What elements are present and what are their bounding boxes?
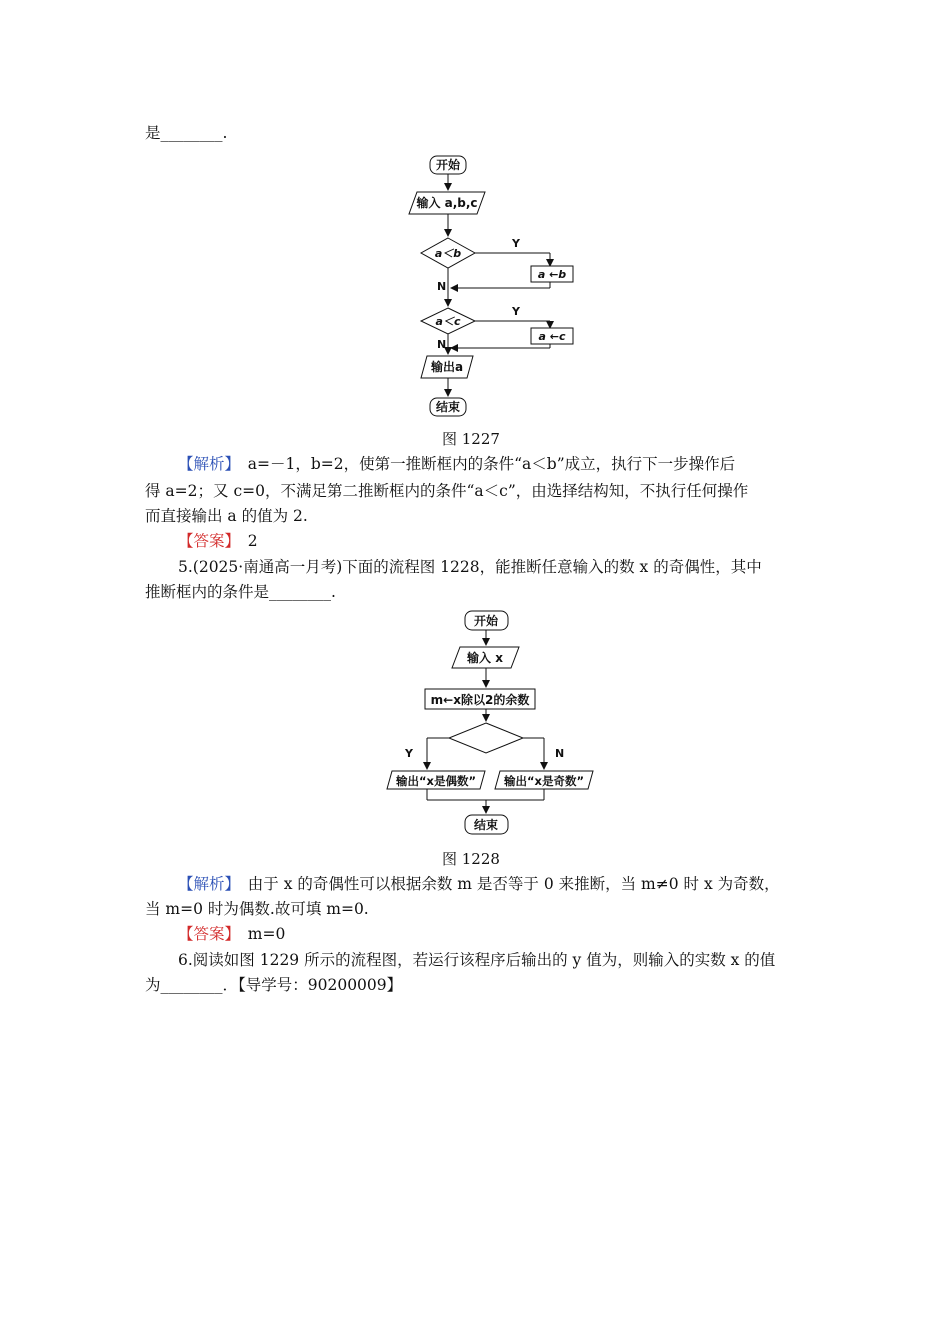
answer-4: 【答案】 2 [178,532,258,550]
fig1-cond2-label: a＜c [435,315,461,328]
fig2-process-label: m←x除以2的余数 [430,693,530,707]
analysis-4-line3: 而直接输出 a 的值为 2. [145,507,308,525]
fig1-caption: 图 1227 [442,430,500,448]
fig1-no2-label: N [437,338,447,351]
analysis-tag: 【解析】 [178,455,233,473]
fig2-input-label: 输入 x [467,651,503,665]
fig1-yes1-label: Y [512,237,520,250]
analysis-4-line2: 得 a=2；又 c=0，不满足第二推断框内的条件“a＜c”，由选择结构知，不执行任何操作 [145,482,749,500]
flowchart-1227 [395,148,595,423]
fig2-no-label: N [555,747,565,760]
fig1-assign1-label: a ←b [537,268,567,281]
analysis-tag: 【解析】 [178,875,233,893]
fig1-assign2-label: a ←c [538,330,566,343]
fig2-end-label: 结束 [473,818,499,832]
fig1-end-label: 结束 [435,400,461,414]
fig2-yes-label: Y [405,747,413,760]
question-4-tail: 是________. [145,124,228,142]
fig1-no1-label: N [437,280,447,293]
analysis-4: 【解析】 a=－1，b=2，使第一推断框内的条件“a＜b”成立，执行下一步操作后 [178,455,736,473]
fig1-input-label: 输入 a,b,c [416,196,478,210]
question-5-line2: 推断框内的条件是________. [145,583,336,601]
analysis-5-line2: 当 m=0 时为偶数.故可填 m=0. [145,900,369,918]
answer-5: 【答案】 m=0 [178,925,286,943]
flowchart-1228 [385,605,600,843]
fig1-cond1-label: a＜b [434,247,462,260]
fig1-start-label: 开始 [435,158,461,172]
question-6-line2: 为________．【导学号：90200009】 [145,976,403,994]
fig1-output-label: 输出a [430,360,464,374]
analysis-5: 【解析】 由于 x 的奇偶性可以根据余数 m 是否等于 0 来推断，当 m≠0 时 x 为奇数， [178,875,780,893]
question-6: 6.阅读如图 1229 所示的流程图，若运行该程序后输出的 y 值为，则输入的实数 x 的值 [178,951,776,969]
fig2-out-odd-label: 输出“x是奇数” [503,774,585,788]
answer-tag: 【答案】 [178,532,233,550]
answer-tag: 【答案】 [178,925,233,943]
fig2-out-even-label: 输出“x是偶数” [395,774,477,788]
fig2-caption: 图 1228 [442,850,500,868]
question-5: 5.(2025·南通高一月考)下面的流程图 1228，能推断任意输入的数 x 的奇偶性，其中 [178,558,762,576]
fig1-yes2-label: Y [512,305,520,318]
fig2-start-label: 开始 [473,614,499,628]
